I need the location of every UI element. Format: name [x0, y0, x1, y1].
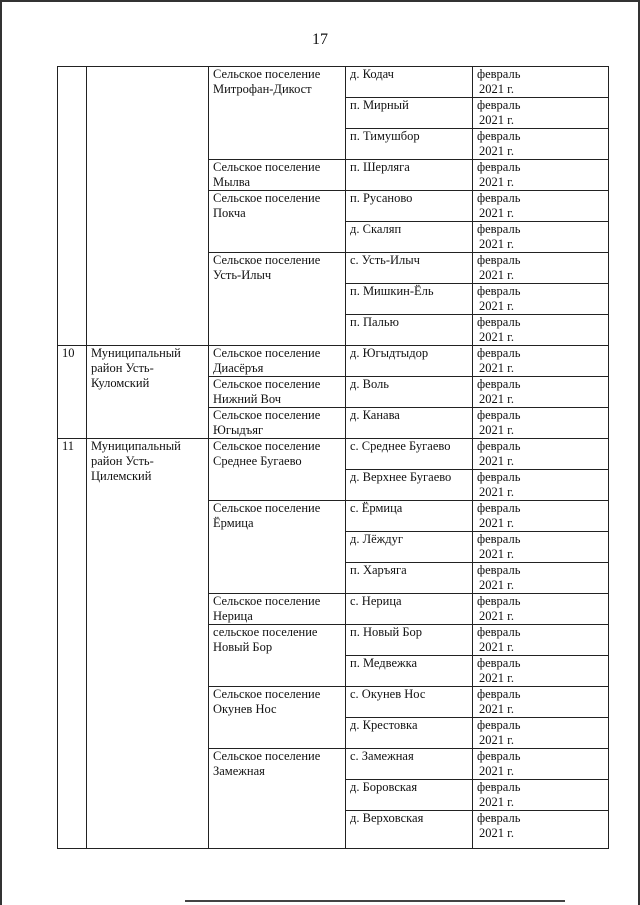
locality-cell: д. Югыдтыдор	[346, 346, 473, 377]
row-number-cell	[58, 67, 87, 346]
date-month: февраль	[477, 749, 521, 763]
settlements-table	[57, 66, 609, 849]
date-cell	[473, 98, 609, 129]
settlement-cell: Сельское поселение Усть-Илыч	[209, 253, 346, 346]
date-cell	[473, 718, 609, 749]
date-year: 2021 г.	[479, 640, 514, 654]
date-year: 2021 г.	[479, 454, 514, 468]
date-year: 2021 г.	[479, 485, 514, 499]
date-year: 2021 г.	[479, 82, 514, 96]
date-cell	[473, 594, 609, 625]
date-cell	[473, 284, 609, 315]
date-cell	[473, 129, 609, 160]
date-year: 2021 г.	[479, 702, 514, 716]
locality-cell: п. Мирный	[346, 98, 473, 129]
date-year: 2021 г.	[479, 361, 514, 375]
settlement-cell: Сельское поселение Нерица	[209, 594, 346, 625]
date-month: февраль	[477, 563, 521, 577]
locality-cell: с. Усть-Илыч	[346, 253, 473, 284]
date-year: 2021 г.	[479, 206, 514, 220]
settlement-cell: Сельское поселение Замежная	[209, 749, 346, 849]
date-month: февраль	[477, 656, 521, 670]
date-cell	[473, 625, 609, 656]
date-month: февраль	[477, 253, 521, 267]
row-number-cell: 10	[58, 346, 87, 439]
date-cell	[473, 346, 609, 377]
date-month: февраль	[477, 811, 521, 825]
date-cell	[473, 67, 609, 98]
date-year: 2021 г.	[479, 547, 514, 561]
locality-cell: с. Среднее Бугаево	[346, 439, 473, 470]
date-cell	[473, 563, 609, 594]
locality-cell: п. Палью	[346, 315, 473, 346]
date-year: 2021 г.	[479, 671, 514, 685]
bottom-rule	[185, 900, 565, 902]
locality-cell: п. Мишкин-Ёль	[346, 284, 473, 315]
date-month: февраль	[477, 532, 521, 546]
date-month: февраль	[477, 470, 521, 484]
page-edge-left	[0, 0, 2, 905]
date-month: февраль	[477, 780, 521, 794]
settlement-cell: Сельское поселение Митрофан-Дикост	[209, 67, 346, 160]
date-month: февраль	[477, 594, 521, 608]
date-cell	[473, 470, 609, 501]
date-year: 2021 г.	[479, 175, 514, 189]
date-cell	[473, 687, 609, 718]
date-cell	[473, 501, 609, 532]
date-cell	[473, 222, 609, 253]
date-cell	[473, 811, 609, 849]
date-year: 2021 г.	[479, 237, 514, 251]
date-month: февраль	[477, 67, 521, 81]
date-year: 2021 г.	[479, 113, 514, 127]
settlement-cell: Сельское поселение Среднее Бугаево	[209, 439, 346, 501]
settlement-cell: Сельское поселение Нижний Воч	[209, 377, 346, 408]
date-month: февраль	[477, 160, 521, 174]
locality-cell: п. Русаново	[346, 191, 473, 222]
date-year: 2021 г.	[479, 268, 514, 282]
locality-cell: д. Верховская	[346, 811, 473, 849]
date-month: февраль	[477, 346, 521, 360]
settlement-cell: Сельское поселение Мылва	[209, 160, 346, 191]
date-year: 2021 г.	[479, 516, 514, 530]
municipality-cell	[87, 67, 209, 346]
date-month: февраль	[477, 439, 521, 453]
date-month: февраль	[477, 222, 521, 236]
date-month: февраль	[477, 315, 521, 329]
date-cell	[473, 191, 609, 222]
settlement-cell: Сельское поселение Югыдъяг	[209, 408, 346, 439]
date-month: февраль	[477, 408, 521, 422]
date-month: февраль	[477, 129, 521, 143]
date-cell	[473, 377, 609, 408]
locality-cell: п. Новый Бор	[346, 625, 473, 656]
locality-cell: с. Нерица	[346, 594, 473, 625]
date-cell	[473, 532, 609, 563]
settlement-cell: Сельское поселение Покча	[209, 191, 346, 253]
municipality-cell: Муниципальный район Усть-Цилемский	[87, 439, 209, 849]
page-edge-top	[0, 0, 640, 2]
date-cell	[473, 749, 609, 780]
date-month: февраль	[477, 687, 521, 701]
locality-cell: д. Крестовка	[346, 718, 473, 749]
locality-cell: д. Воль	[346, 377, 473, 408]
date-month: февраль	[477, 98, 521, 112]
date-cell	[473, 315, 609, 346]
settlement-cell: Сельское поселение Ёрмица	[209, 501, 346, 594]
locality-cell: д. Кодач	[346, 67, 473, 98]
date-cell	[473, 160, 609, 191]
date-year: 2021 г.	[479, 795, 514, 809]
date-year: 2021 г.	[479, 764, 514, 778]
table-row	[58, 346, 609, 377]
locality-cell: п. Тимушбор	[346, 129, 473, 160]
locality-cell: п. Шерляга	[346, 160, 473, 191]
date-month: февраль	[477, 501, 521, 515]
settlement-cell: Сельское поселение Окунев Нос	[209, 687, 346, 749]
page-number: 17	[312, 31, 328, 48]
date-month: февраль	[477, 377, 521, 391]
date-cell	[473, 408, 609, 439]
locality-cell: д. Боровская	[346, 780, 473, 811]
locality-cell: с. Окунев Нос	[346, 687, 473, 718]
date-year: 2021 г.	[479, 733, 514, 747]
date-month: февраль	[477, 284, 521, 298]
date-year: 2021 г.	[479, 423, 514, 437]
locality-cell: п. Медвежка	[346, 656, 473, 687]
date-year: 2021 г.	[479, 578, 514, 592]
date-cell	[473, 439, 609, 470]
date-month: февраль	[477, 625, 521, 639]
locality-cell: д. Верхнее Бугаево	[346, 470, 473, 501]
table-row	[58, 67, 609, 98]
locality-cell: д. Лёждуг	[346, 532, 473, 563]
date-year: 2021 г.	[479, 330, 514, 344]
settlement-cell: сельское поселение Новый Бор	[209, 625, 346, 687]
date-cell	[473, 780, 609, 811]
municipality-cell: Муниципальный район Усть-Куломский	[87, 346, 209, 439]
date-year: 2021 г.	[479, 826, 514, 840]
date-year: 2021 г.	[479, 392, 514, 406]
date-month: февраль	[477, 191, 521, 205]
locality-cell: д. Канава	[346, 408, 473, 439]
date-year: 2021 г.	[479, 144, 514, 158]
locality-cell: д. Скаляп	[346, 222, 473, 253]
date-cell	[473, 253, 609, 284]
locality-cell: с. Замежная	[346, 749, 473, 780]
row-number-cell: 11	[58, 439, 87, 849]
locality-cell: с. Ёрмица	[346, 501, 473, 532]
settlement-cell: Сельское поселение Диасёръя	[209, 346, 346, 377]
locality-cell: п. Харъяга	[346, 563, 473, 594]
date-year: 2021 г.	[479, 609, 514, 623]
date-month: февраль	[477, 718, 521, 732]
date-cell	[473, 656, 609, 687]
table-row	[58, 439, 609, 470]
date-year: 2021 г.	[479, 299, 514, 313]
